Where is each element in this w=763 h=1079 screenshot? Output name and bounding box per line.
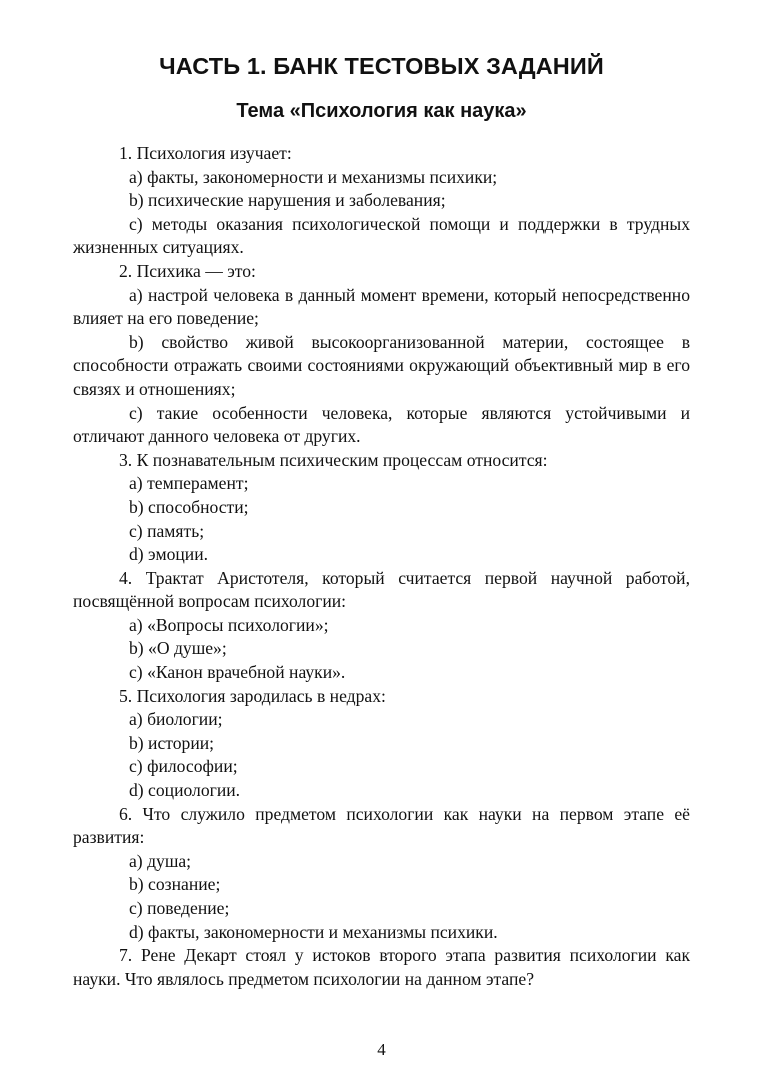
answer-option: c) поведение; xyxy=(129,898,230,918)
question-text: 7. Рене Декарт стоял у истоков второго этапа развития психологии как науки. Что являлось предметом психологии на данном этапе? xyxy=(73,945,690,989)
answer-option: c) «Канон врачебной науки». xyxy=(129,662,346,683)
question-text: 1. Психология изучает: xyxy=(119,143,292,163)
page-number: 4 xyxy=(377,1040,386,1059)
answer-option: c) такие особенности человека, которые являются устойчивыми и отличают данного человека от других. xyxy=(73,402,690,447)
answer-option: a) настрой человека в данный момент времени, который непосредственно влияет на его поведение; xyxy=(73,284,690,329)
answer-option: a) биологии; xyxy=(129,709,223,730)
question-text: 4. Трактат Аристотеля, который считается первой научной работой, посвящённой вопросам психологии: xyxy=(73,567,690,612)
answer-option: b) свойство живой высокоорганизованной материи, состоящее в способности отражать своими состояниями окружающий объективный мир в его связях и отношениях; xyxy=(73,331,690,399)
question-list xyxy=(73,142,690,991)
question-text: 3. К познавательным психическим процессам относится: xyxy=(119,449,548,470)
answer-option: a) душа; xyxy=(129,850,192,871)
answer-option: a) факты, закономерности и механизмы психики; xyxy=(129,166,498,187)
answer-option: c) память; xyxy=(129,520,205,541)
question-text: 2. Психика — это: xyxy=(119,260,256,281)
question-text: 5. Психология зародилась в недрах: xyxy=(119,685,386,706)
answer-option: b) способности; xyxy=(129,496,249,517)
answer-option: c) философии; xyxy=(129,756,238,777)
answer-option: b) психические нарушения и заболевания; xyxy=(129,190,446,211)
answer-option: d) факты, закономерности и механизмы психики. xyxy=(129,921,498,942)
answer-option: a) темперамент; xyxy=(129,473,249,494)
answer-option: b) «О душе»; xyxy=(129,638,227,659)
part-title: ЧАСТЬ 1. БАНК ТЕСТОВЫХ ЗАДАНИЙ xyxy=(159,53,604,79)
answer-option: c) методы оказания психологической помощи и поддержки в трудных жизненных ситуациях. xyxy=(73,213,690,258)
answer-option: a) «Вопросы психологии»; xyxy=(129,614,329,635)
question-text: 6. Что служило предметом психологии как науки на первом этапе её развития: xyxy=(73,803,690,848)
answer-option: b) сознание; xyxy=(129,874,221,895)
answer-option: d) эмоции. xyxy=(129,544,209,565)
topic-title: Тема «Психология как наука» xyxy=(236,100,527,122)
answer-option: d) социологии. xyxy=(129,780,241,801)
answer-option: b) истории; xyxy=(129,732,215,753)
